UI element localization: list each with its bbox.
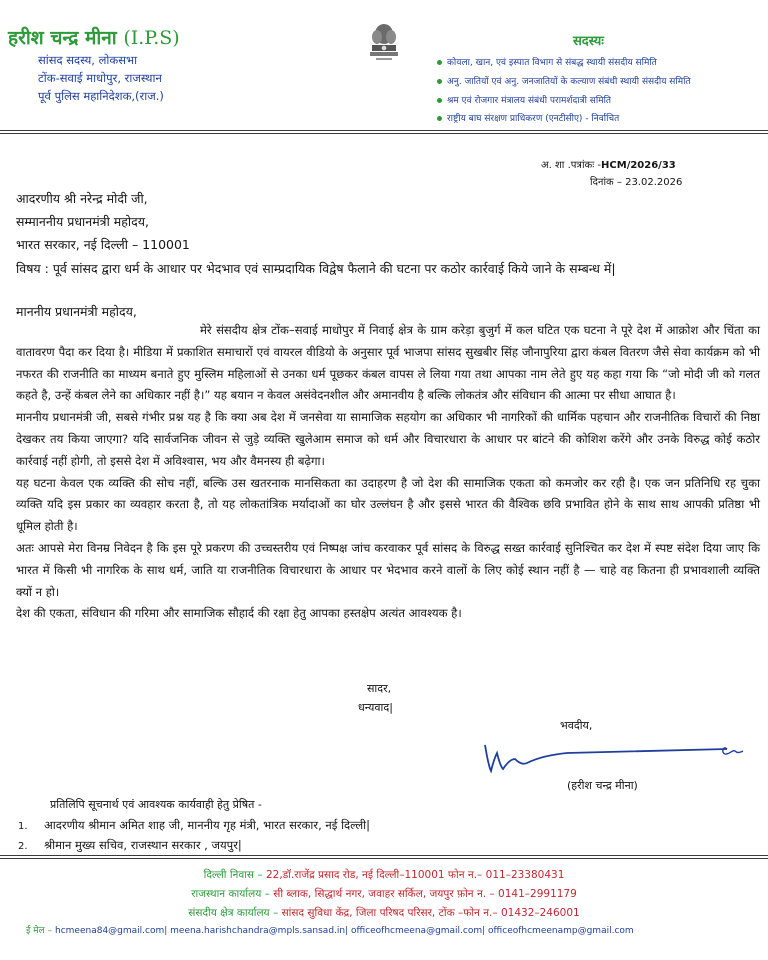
- body-paragraph: यह घटना केवल एक व्यक्ति की सोच नहीं, बल्कि उस खतरनाक मानसिकता का उदाहरण है जो देश की सामाजिक एकता को कमजोर कर रही है। एक जन प्रतिनिधि रह चुका व्यक्ति यदि इस प्रकार का व्यवहार करता है, तो यह लोकतांत्रिक मर्यादाओं का घोर उल्लंघन है और इससे भारत की वैश्विक छवि प्रभावित होने के साथ साथ आपकी प्रतिष्ठा भी धूमिल होती है।: [16, 475, 760, 534]
- members-title: सदस्यः: [573, 34, 604, 49]
- bullet-icon: [437, 98, 442, 103]
- footer-delhi-address: दिल्ली निवास – 22,डॉ.राजेंद्र प्रसाद रोड, नई दिल्ली–110001 फोन न.– 011–23380431: [203, 869, 565, 881]
- letter-body: [16, 320, 760, 625]
- subject-line: विषय : पूर्व सांसद द्वारा धर्म के आधार पर भेदभाव एवं साम्प्रदायिक विद्वेष फैलाने की घटना पर कठोर कार्रवाई किये जाने के सम्बन्ध में|: [16, 261, 616, 276]
- body-paragraph: मेरे संसदीय क्षेत्र टोंक–सवाई माधोपुर में निवाई क्षेत्र के ग्राम करेड़ा बुजुर्ग में कल घटित एक घटना ने पूरे देश में आक्रोश और चिंता का वातावरण पैदा कर दिया है। मीडिया में प्रकाशित समाचारों एवं वायरल वीडियो के अनुसार पूर्व भाजपा सांसद सुखबीर सिंह जौनापुरिया द्वारा कंबल वितरण जैसे सेवा कार्यक्रम को भी नफरत की राजनीति का माध्यम बनाते हुए मुस्लिम महिलाओं से उनका धर्म पूछकर कंबल वापस ले लिया गया तथा आपका नाम लेते हुए यह कहा गया कि “जो मोदी जी को गलत कहते है, उन्हें कंबल लेने का अधिकार नहीं है।” यह बयान न केवल असंवेदनशील और अमानवीय है बल्कि लोकतंत्र और संविधान की आत्मा पर सीधा आघात है।: [16, 323, 760, 403]
- sender-ips: (I.P.S): [123, 27, 180, 49]
- member-item: कोयला, खान, एवं इस्पात विभाग से संबद्ध स्थायी संसदीय समिति: [437, 55, 657, 68]
- member-item: श्रम एवं रोजगार मंत्रालय संबंधी परामर्शदात्री समिति: [437, 93, 611, 106]
- header-divider: [0, 130, 768, 131]
- letterhead-line-1: सांसद सदस्य, लोकसभा: [38, 53, 138, 67]
- footer-emails: ई मेल – hcmeena84@gmail.com| meena.harishchandra@mpls.sansad.in| officeofhcmeena@gmail.com| officeofhcmeenamp@gmail.com: [26, 926, 634, 936]
- closing-saadar: सादर,: [367, 682, 392, 695]
- letterhead-line-2: टोंक-सवाई माधोपुर, राजस्थान: [38, 71, 162, 85]
- reference-number: अ. शा .पत्रांकः -HCM/2026/33: [541, 160, 676, 171]
- footer-rajasthan-address: राजस्थान कार्यालय – सी ब्लाक, सिद्धार्थ नगर, जवाहर सर्किल, जयपुर फ़ोन न. – 0141–2991179: [191, 888, 577, 900]
- member-item: राष्ट्रीय बाघ संरक्षण प्राधिकरण (एनटीसीए) - निर्वाचित: [437, 111, 619, 124]
- closing-yours: भवदीय,: [560, 719, 593, 732]
- footer-divider: [0, 855, 768, 856]
- address-line-1: आदरणीय श्री नरेन्द्र मोदी जी,: [16, 191, 148, 206]
- address-line-3: भारत सरकार, नई दिल्ली – 110001: [16, 237, 190, 252]
- letterhead-line-3: पूर्व पुलिस महानिदेशक,(राज.): [38, 89, 164, 103]
- body-paragraph: अतः आपसे मेरा विनम्र निवेदन है कि इस पूरे प्रकरण की उच्चस्तरीय एवं निष्पक्ष जांच करवाकर पूर्व सांसद के विरुद्ध सख्त कार्रवाई सुनिश्चित कर देश में स्पष्ट संदेश दिया जाए कि भारत में किसी भी नागरिक के साथ धर्म, जाति या राजनीतिक विचारधारा के आधार पर भेदभाव करने वालों के लिए कोई स्थान नहीं है — चाहे वह कितना ही प्रभावशाली व्यक्ति क्यों न हो।: [16, 540, 760, 599]
- bullet-icon: [437, 60, 442, 65]
- national-emblem-icon: [367, 20, 401, 68]
- signer-name: (हरीश चन्द्र मीना): [567, 779, 638, 792]
- address-line-2: सम्माननीय प्रधानमंत्री महोदय,: [16, 214, 150, 229]
- bullet-icon: [437, 116, 442, 121]
- signature-image: [477, 735, 747, 781]
- closing-thanks: धन्यवाद|: [358, 701, 393, 714]
- letterhead-name: [8, 24, 180, 50]
- copy-intro: प्रतिलिपि सूचनार्थ एवं आवश्यक कार्यवाही हेतु प्रेषित -: [50, 798, 262, 811]
- header-divider: [0, 133, 768, 134]
- member-item: अनु. जातियों एवं अनु. जनजातियों के कल्याण संबंधी स्थायी संसदीय समिति: [437, 74, 691, 87]
- salutation: माननीय प्रधानमंत्री महोदय,: [16, 304, 137, 319]
- copy-item: 1. आदरणीय श्रीमान अमित शाह जी, माननीय गृह मंत्री, भारत सरकार, नई दिल्ली|: [18, 818, 370, 832]
- footer-divider: [0, 858, 768, 859]
- footer-constituency-address: संसदीय क्षेत्र कार्यालय – सांसद सुविधा केंद्र, जिला परिषद परिसर, टोंक –फोन न.– 01432–246001: [188, 907, 580, 919]
- bullet-icon: [437, 79, 442, 84]
- body-paragraph: देश की एकता, संविधान की गरिमा और सामाजिक सौहार्द की रक्षा हेतु आपका हस्तक्षेप अत्यंत आवश्यक है।: [16, 606, 462, 621]
- sender-name: हरीश चन्द्र मीना: [8, 27, 117, 49]
- copy-item: 2. श्रीमान मुख्य सचिव, राजस्थान सरकार , जयपुर|: [18, 838, 242, 852]
- letter-date: दिनांक – 23.02.2026: [590, 177, 683, 188]
- body-paragraph: माननीय प्रधानमंत्री जी, सबसे गंभीर प्रश्न यह है कि क्या अब देश में जनसेवा या सामाजिक सहयोग का अधिकार भी नागरिकों की धार्मिक पहचान और राजनीतिक विचारों की निष्ठा देखकर तय किया जाएगा? यदि सार्वजनिक जीवन से जुड़े व्यक्ति खुलेआम समाज को धर्म और विचारधारा के आधार पर बांटने की कोशिश करेंगे और उनके विरुद्ध कोई कठोर कार्रवाई नहीं होगी, तो इससे देश में अविश्वास, भय और वैमनस्य ही बढ़ेगा।: [16, 410, 760, 468]
